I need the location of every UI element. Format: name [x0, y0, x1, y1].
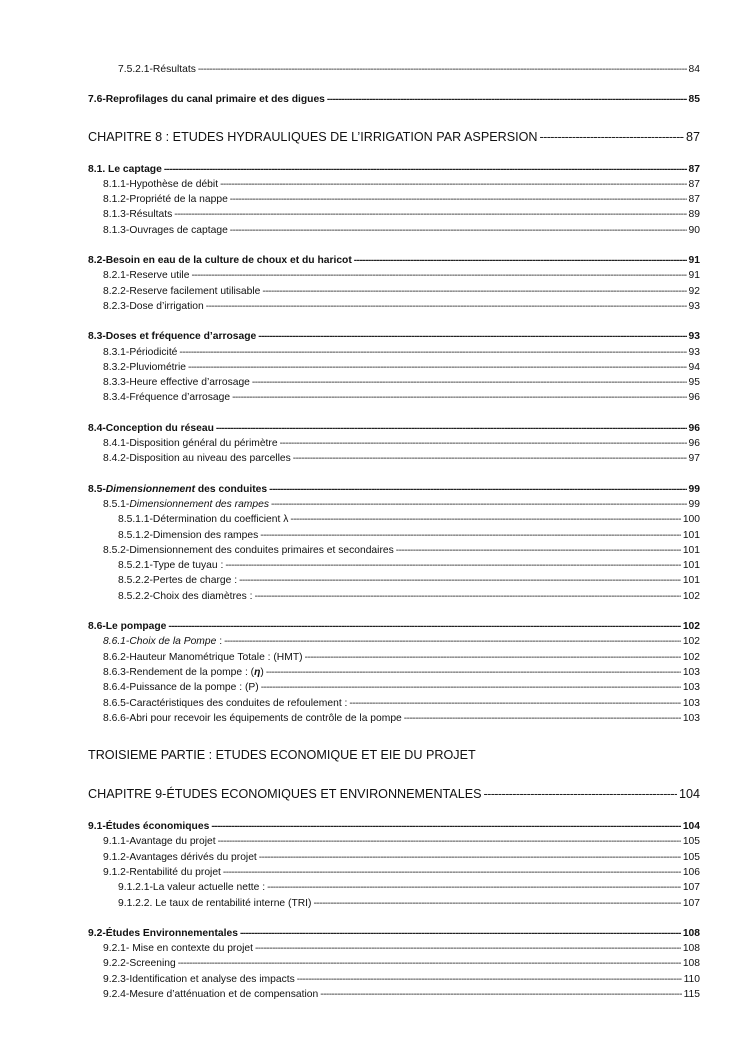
toc-entry: 8.2.3-Dose d’irrigation ----- 93: [88, 299, 700, 314]
toc-entry: 8.5-Dimensionnement des conduites ----- 99: [88, 482, 700, 497]
toc-entry: 9.2.1- Mise en contexte du projet ----- 108: [88, 941, 700, 956]
toc-entry: 8.6.4-Puissance de la pompe : (P) ----- 103: [88, 680, 700, 695]
toc-entry: 8.2.2-Reserve facilement utilisable ----- 92: [88, 284, 700, 299]
toc-entry: 8.2-Besoin en eau de la culture de choux et du haricot ----- 91: [88, 253, 700, 268]
toc-entry: 9.1.1-Avantage du projet ----- 105: [88, 834, 700, 849]
toc-entry: 8.5.2-Dimensionnement des conduites primaires et secondaires ----- 101: [88, 543, 700, 558]
toc-entry: 9.1.2.1-La valeur actuelle nette : ----- 107: [88, 880, 700, 895]
toc-entry: 9.2-Études Environnementales ----- 108: [88, 926, 700, 941]
toc-entry: 8.3-Doses et fréquence d’arrosage ----- 93: [88, 329, 700, 344]
toc-entry: 8.6.6-Abri pour recevoir les équipements de contrôle de la pompe ----- 103: [88, 711, 700, 726]
toc-entry: 8.4.2-Disposition au niveau des parcelles ----- 97: [88, 451, 700, 466]
toc-entry: 8.2.1-Reserve utile ----- 91: [88, 268, 700, 283]
toc-entry: 8.5.2.1-Type de tuyau : ----- 101: [88, 558, 700, 573]
toc-entry: 8.5.1.2-Dimension des rampes ----- 101: [88, 528, 700, 543]
toc-entry: 9.1.2.2. Le taux de rentabilité interne (TRI) ----- 107: [88, 896, 700, 911]
part-heading: TROISIEME PARTIE : ETUDES ECONOMIQUE ET EIE DU PROJET: [88, 748, 476, 763]
toc-entry: 8.1.2-Propriété de la nappe ----- 87: [88, 192, 700, 207]
toc-entry: 7.5.2.1-Résultats ----- 84: [88, 62, 700, 77]
toc-entry: 8.1.3-Ouvrages de captage ----- 90: [88, 223, 700, 238]
toc-entry: 9.2.3-Identification et analyse des impacts ----- 110: [88, 972, 700, 987]
toc-entry: 8.6.2-Hauteur Manométrique Totale : (HMT) ----- 102: [88, 650, 700, 665]
toc-entry: 8.6-Le pompage ----- 102: [88, 619, 700, 634]
toc-entry: 8.5.2.2-Choix des diamètres : ----- 102: [88, 589, 700, 604]
chapter-heading: CHAPITRE 8 : ETUDES HYDRAULIQUES DE L’IRRIGATION PAR ASPERSION ----- 87: [88, 128, 700, 147]
toc-entry: 8.1.1-Hypothèse de débit ----- 87: [88, 177, 700, 192]
toc-entry: 7.6-Reprofilages du canal primaire et des digues ----- 85: [88, 92, 700, 107]
toc-entry: 8.6.3-Rendement de la pompe : (η) ----- 103: [88, 665, 700, 680]
toc-entry: 8.4.1-Disposition général du périmètre ----- 96: [88, 436, 700, 451]
toc-entry: 8.6.1-Choix de la Pompe : ----- 102: [88, 634, 700, 649]
toc-entry: 8.4-Conception du réseau ----- 96: [88, 421, 700, 436]
toc-entry: 8.5.1.1-Détermination du coefficient λ ----- 100: [88, 512, 700, 527]
toc-entry: 9.1.2-Rentabilité du projet ----- 106: [88, 865, 700, 880]
table-of-contents: [88, 62, 700, 1002]
toc-entry: 9.1-Études économiques ----- 104: [88, 819, 700, 834]
toc-entry: 8.5.2.2-Pertes de charge : ----- 101: [88, 573, 700, 588]
toc-entry: 8.3.4-Fréquence d’arrosage ----- 96: [88, 390, 700, 405]
toc-entry: 9.2.2-Screening ----- 108: [88, 956, 700, 971]
toc-entry: 8.1. Le captage ----- 87: [88, 162, 700, 177]
toc-entry: 9.2.4-Mesure d’atténuation et de compensation ----- 115: [88, 987, 700, 1002]
toc-entry: 8.3.3-Heure effective d’arrosage ----- 95: [88, 375, 700, 390]
toc-entry: 8.6.5-Caractéristiques des conduites de refoulement : ----- 103: [88, 696, 700, 711]
chapter-heading: CHAPITRE 9-ÉTUDES ECONOMIQUES ET ENVIRONNEMENTALES ----- 104: [88, 785, 700, 804]
toc-entry: 8.1.3-Résultats ----- 89: [88, 207, 700, 222]
toc-entry: 8.3.2-Pluviométrie ----- 94: [88, 360, 700, 375]
toc-entry: 8.3.1-Périodicité ----- 93: [88, 345, 700, 360]
toc-entry: 9.1.2-Avantages dérivés du projet ----- 105: [88, 850, 700, 865]
toc-entry: 8.5.1-Dimensionnement des rampes ----- 99: [88, 497, 700, 512]
